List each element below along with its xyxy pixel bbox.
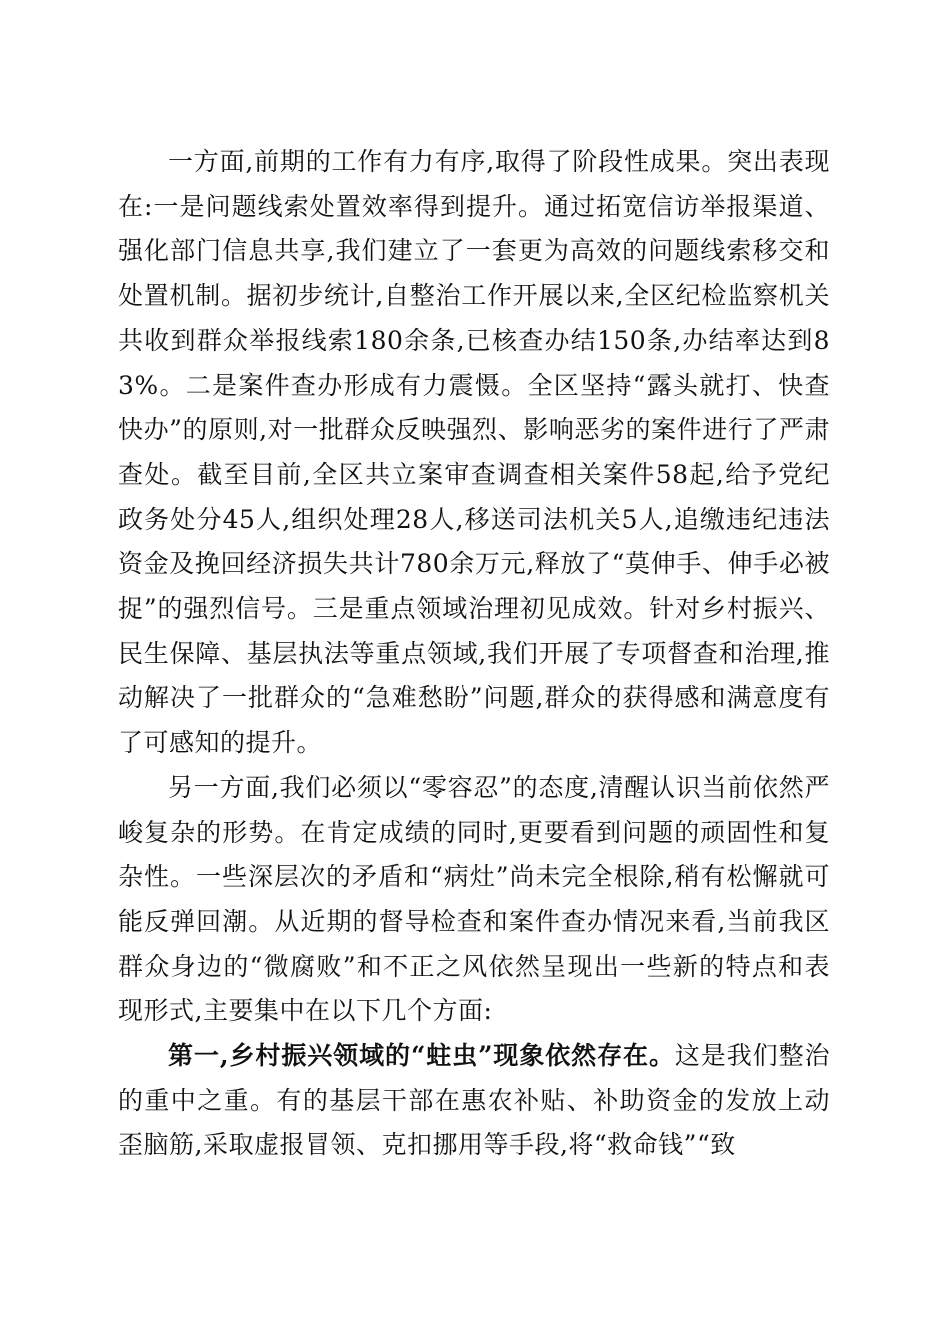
paragraph-rural-revitalization-text: 这是我们整治的重中之重。有的基层干部在惠农补贴、补助资金的发放上动歪脑筋,采取虚报冒领、克扣挪用等手段,将“救命钱”“致	[118, 1041, 830, 1160]
paragraph-rural-revitalization-heading: 第一,乡村振兴领域的“蛀虫”现象依然存在。	[168, 1041, 675, 1071]
paragraph-situation	[118, 766, 830, 1034]
paragraph-achievements-text: 一方面,前期的工作有力有序,取得了阶段性成果。突出表现在:一是问题线索处置效率得到提升。通过拓宽信访举报渠道、强化部门信息共享,我们建立了一套更为高效的问题线索移交和处置机制。据初步统计,自整治工作开展以来,全区纪检监察机关共收到群众举报线索180余条,已核查办结150条,办结率达到83%。二是案件查办形成有力震慑。全区坚持“露头就打、快查快办”的原则,对一批群众反映强烈、影响恶劣的案件进行了严肃查处。截至目前,全区共立案审查调查相关案件58起,给予党纪政务处分45人,组织处理28人,移送司法机关5人,追缴违纪违法资金及挽回经济损失共计780余万元,释放了“莫伸手、伸手必被捉”的强烈信号。三是重点领域治理初见成效。针对乡村振兴、民生保障、基层执法等重点领域,我们开展了专项督查和治理,推动解决了一批群众的“急难愁盼”问题,群众的获得感和满意度有了可感知的提升。	[118, 147, 830, 758]
paragraph-rural-revitalization	[118, 1034, 830, 1168]
document-body	[118, 140, 830, 1168]
paragraph-achievements	[118, 140, 830, 766]
paragraph-situation-text: 另一方面,我们必须以“零容忍”的态度,清醒认识当前依然严峻复杂的形势。在肯定成绩的同时,更要看到问题的顽固性和复杂性。一些深层次的矛盾和“病灶”尚未完全根除,稍有松懈就可能反弹回潮。从近期的督导检查和案件查办情况来看,当前我区群众身边的“微腐败”和不正之风依然呈现出一些新的特点和表现形式,主要集中在以下几个方面:	[118, 772, 830, 1026]
